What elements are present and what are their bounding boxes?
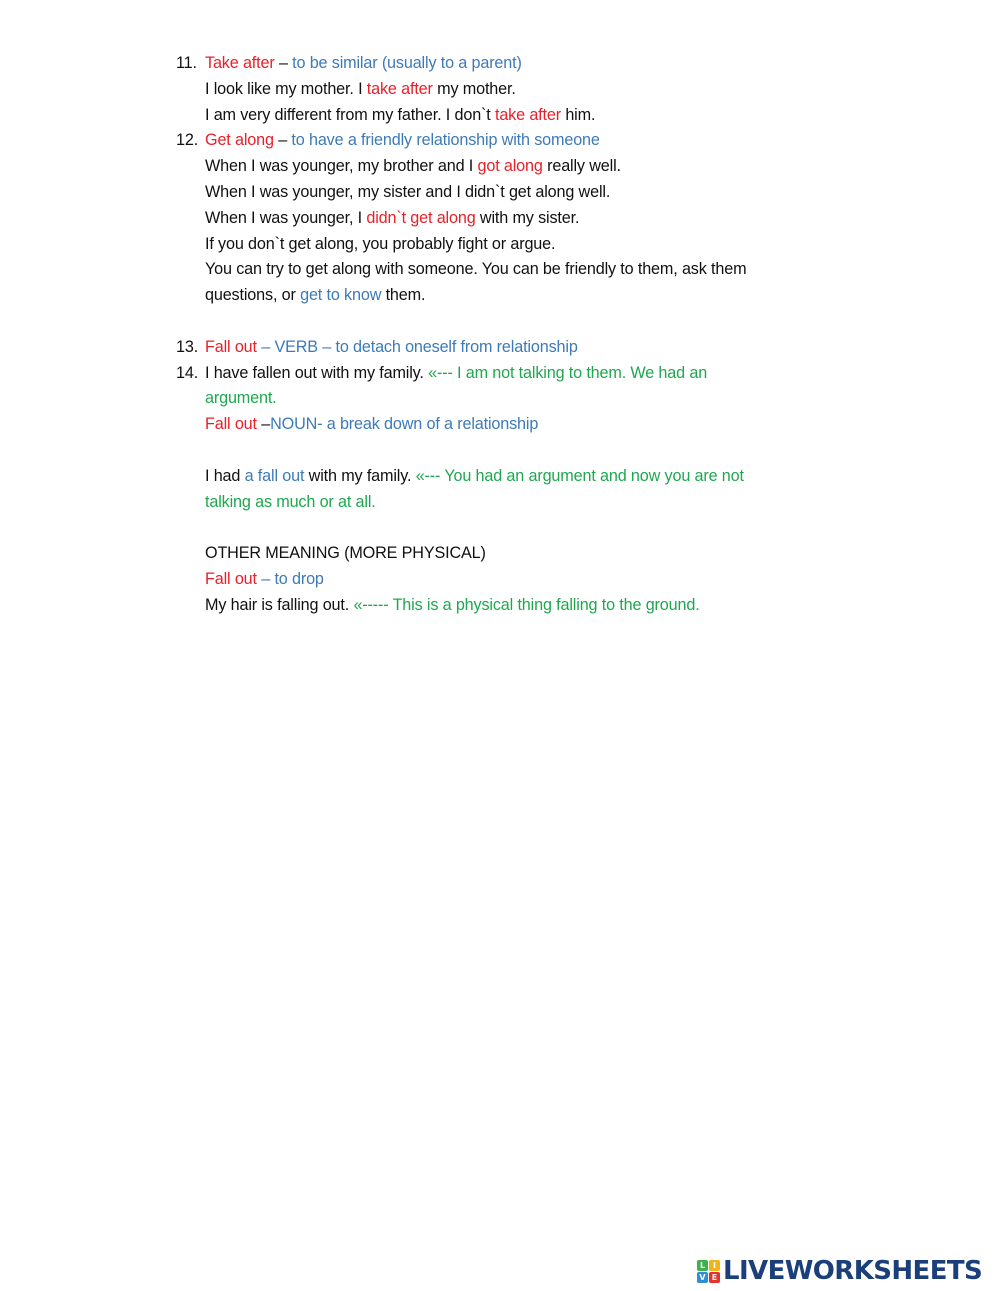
phrasal-verbs-list	[176, 51, 836, 619]
logo-tiles-icon	[697, 1260, 720, 1283]
other-meaning-example	[176, 593, 836, 619]
explanation-note: «--- I am not talking to them. We had an	[428, 363, 708, 382]
explanation-note: «----- This is a physical thing falling to the ground.	[353, 595, 700, 614]
example-text: I am very different from my father. I don`t	[205, 105, 495, 124]
entry-12-heading	[176, 128, 836, 154]
example-highlight: take after	[366, 79, 433, 98]
spacer	[176, 438, 836, 464]
explanation-note-continued	[176, 386, 836, 412]
example-text: questions, or	[205, 286, 301, 305]
example-text: really well.	[542, 157, 621, 176]
example-text: him.	[560, 105, 596, 124]
entry-separator: –	[274, 54, 293, 72]
example-text: When I was younger, I	[205, 208, 367, 227]
example-highlight: take after	[494, 105, 561, 124]
section-heading: OTHER MEANING (MORE PHYSICAL)	[205, 544, 486, 563]
entry-number: 12.	[176, 131, 199, 150]
example-sentence	[176, 257, 836, 283]
example-text: with my family.	[304, 466, 416, 485]
entry-13-heading	[176, 335, 836, 361]
example-text: If you don`t get along, you probably fight or argue.	[205, 234, 556, 253]
logo-wordmark: LIVEWORKSHEETS	[723, 1256, 983, 1286]
logo-tile-e: E	[709, 1272, 720, 1283]
other-meaning-heading	[176, 541, 836, 567]
entry-number: 14.	[176, 363, 199, 382]
logo-tile-l: L	[697, 1260, 708, 1271]
example-text: You can try to get along with someone. You can be friendly to them, ask them	[205, 260, 747, 279]
entry-definition: – VERB – to detach oneself from relationship	[256, 337, 578, 356]
example-text: When I was younger, my sister and I didn`t get along well.	[205, 182, 611, 201]
entry-number: 11.	[176, 54, 197, 72]
example-sentence	[176, 206, 836, 232]
liveworksheets-logo	[697, 1257, 982, 1285]
spacer	[176, 309, 836, 335]
entry-definition: NOUN- a break down of a relationship	[270, 415, 539, 434]
entry-definition: – to drop	[256, 569, 324, 588]
example-text: my mother.	[432, 79, 516, 98]
example-text: I had	[205, 466, 245, 485]
entry-term: Fall out	[205, 569, 257, 588]
entry-number: 13.	[176, 337, 199, 356]
other-meaning-definition	[176, 567, 836, 593]
explanation-note: talking as much or at all.	[205, 492, 376, 511]
explanation-note: «--- You had an argument and now you are not	[415, 466, 744, 485]
example-highlight: didn`t get along	[366, 208, 476, 227]
example-sentence	[176, 77, 836, 103]
example-sentence	[176, 103, 836, 129]
explanation-note-continued	[176, 490, 836, 516]
logo-tile-v: V	[697, 1272, 708, 1283]
entry-term: Fall out	[205, 415, 257, 434]
example-highlight: get to know	[300, 286, 382, 305]
example-sentence	[176, 283, 836, 309]
logo-tile-i: I	[709, 1260, 720, 1271]
entry-definition: to be similar (usually to a parent)	[292, 54, 522, 72]
example-text: them.	[381, 286, 426, 305]
entry-14-sentence	[176, 361, 836, 387]
example-text: I have fallen out with my family.	[205, 363, 429, 382]
example-sentence	[176, 232, 836, 258]
example-text: with my sister.	[475, 208, 580, 227]
example-sentence	[176, 180, 836, 206]
spacer	[176, 515, 836, 541]
entry-separator: –	[273, 131, 292, 150]
example-highlight: got along	[477, 157, 543, 176]
entry-term: Get along	[205, 131, 274, 150]
noun-definition	[176, 412, 836, 438]
entry-term: Take after	[205, 54, 275, 72]
entry-separator: –	[256, 415, 271, 434]
entry-term: Fall out	[205, 337, 257, 356]
entry-11-heading	[176, 51, 836, 77]
example-text: I look like my mother. I	[205, 79, 367, 98]
noun-example	[176, 464, 836, 490]
example-highlight: a fall out	[244, 466, 305, 485]
example-sentence	[176, 154, 836, 180]
example-text: My hair is falling out.	[205, 595, 354, 614]
explanation-note: argument.	[205, 389, 277, 408]
entry-definition: to have a friendly relationship with someone	[291, 131, 600, 150]
example-text: When I was younger, my brother and I	[205, 157, 478, 176]
